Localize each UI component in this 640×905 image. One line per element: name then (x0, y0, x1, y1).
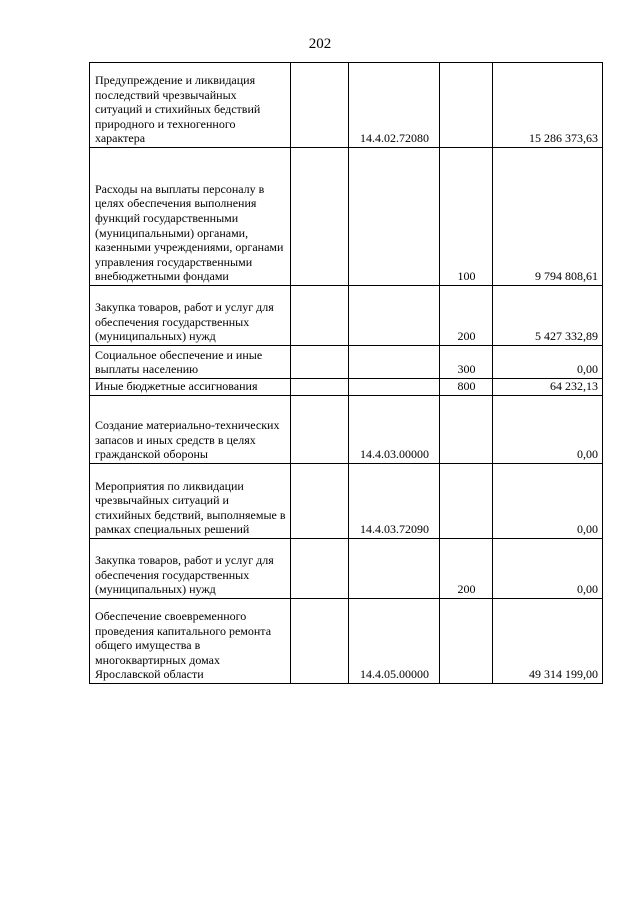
empty-cell (291, 286, 349, 346)
row-sum-cell: 0,00 (493, 539, 603, 599)
row-code-cell (349, 379, 440, 396)
row-type-cell: 800 (440, 379, 493, 396)
row-code-cell (349, 286, 440, 346)
row-sum-cell: 9 794 808,61 (493, 148, 603, 286)
row-type-cell (440, 63, 493, 148)
row-code-cell (349, 539, 440, 599)
row-type-cell: 100 (440, 148, 493, 286)
row-sum-cell: 0,00 (493, 464, 603, 539)
table-row (90, 464, 603, 539)
row-code-cell: 14.4.05.00000 (349, 599, 440, 684)
row-sum-cell: 64 232,13 (493, 379, 603, 396)
row-name-cell: Иные бюджетные ассигнования (90, 379, 291, 396)
row-name-cell: Создание материально-технических запасов и иных средств в целях гражданской обороны (90, 396, 291, 464)
table-row (90, 599, 603, 684)
page-number: 202 (308, 36, 332, 52)
row-name-cell: Предупреждение и ликвидация последствий чрезвычайных ситуаций и стихийных бедствий природного и техногенного характера (90, 63, 291, 148)
table-row (90, 346, 603, 379)
row-sum-cell: 49 314 199,00 (493, 599, 603, 684)
row-name-cell: Закупка товаров, работ и услуг для обеспечения государственных (муниципальных) нужд (90, 286, 291, 346)
row-name-cell: Социальное обеспечение и иные выплаты населению (90, 346, 291, 379)
row-type-cell: 200 (440, 286, 493, 346)
empty-cell (291, 396, 349, 464)
row-code-cell: 14.4.02.72080 (349, 63, 440, 148)
row-type-cell: 200 (440, 539, 493, 599)
row-type-cell (440, 396, 493, 464)
row-sum-cell: 5 427 332,89 (493, 286, 603, 346)
table-row (90, 396, 603, 464)
row-sum-cell: 15 286 373,63 (493, 63, 603, 148)
row-code-cell: 14.4.03.72090 (349, 464, 440, 539)
row-name-cell: Расходы на выплаты персоналу в целях обеспечения выполнения функций государственными (муниципальными) органами, казенными учреждениями, органами управления государственными внебюджетными фондами (90, 148, 291, 286)
empty-cell (291, 63, 349, 148)
table-row (90, 63, 603, 148)
row-name-cell: Мероприятия по ликвидации чрезвычайных ситуаций и стихийных бедствий, выполняемые в рамках специальных решений (90, 464, 291, 539)
table-row (90, 379, 603, 396)
row-type-cell (440, 464, 493, 539)
row-sum-cell: 0,00 (493, 346, 603, 379)
table-row (90, 148, 603, 286)
table-row (90, 539, 603, 599)
table-row (90, 286, 603, 346)
row-code-cell: 14.4.03.00000 (349, 396, 440, 464)
row-sum-cell: 0,00 (493, 396, 603, 464)
row-name-cell: Закупка товаров, работ и услуг для обеспечения государственных (муниципальных) нужд (90, 539, 291, 599)
row-code-cell (349, 346, 440, 379)
empty-cell (291, 379, 349, 396)
empty-cell (291, 599, 349, 684)
row-name-cell: Обеспечение своевременного проведения капитального ремонта общего имущества в многоквартирных домах Ярославской области (90, 599, 291, 684)
budget-table (89, 62, 603, 684)
empty-cell (291, 346, 349, 379)
empty-cell (291, 464, 349, 539)
row-type-cell (440, 599, 493, 684)
empty-cell (291, 539, 349, 599)
row-type-cell: 300 (440, 346, 493, 379)
row-code-cell (349, 148, 440, 286)
empty-cell (291, 148, 349, 286)
